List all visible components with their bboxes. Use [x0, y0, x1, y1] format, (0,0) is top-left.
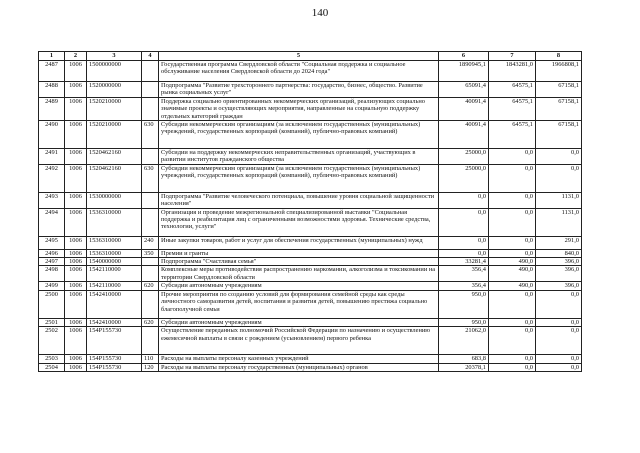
table-row [39, 266, 582, 282]
expense-type-code [142, 61, 159, 82]
expense-type-code [142, 208, 159, 236]
item-name: Подпрограмма "Развитие человеческого потенциала, повышение уровня социальной защищенности населения" [159, 192, 439, 208]
amount-col7: 0,0 [489, 236, 536, 249]
amount-col7: 490,0 [489, 266, 536, 282]
row-number: 2492 [39, 164, 65, 192]
target-code: 1536310000 [87, 249, 142, 257]
section-code: 1006 [65, 61, 87, 82]
table-row [39, 363, 582, 371]
column-header: 5 [159, 52, 439, 61]
table-body [39, 61, 582, 372]
item-name: Организация и проведение межрегиональной специализированной выставки "Социальная поддержка и реабилитация лиц с ограниченными возможностями здоровья. Технические средства, технологии, услуги" [159, 208, 439, 236]
row-number: 2493 [39, 192, 65, 208]
expense-type-code [142, 258, 159, 266]
row-number: 2490 [39, 121, 65, 149]
section-code: 1006 [65, 363, 87, 371]
target-code: 1542410000 [87, 318, 142, 326]
amount-col8: 67158,1 [536, 97, 582, 120]
amount-col7: 490,0 [489, 282, 536, 290]
table-row [39, 164, 582, 192]
amount-col7: 1843281,0 [489, 61, 536, 82]
amount-col6: 25000,0 [439, 164, 489, 192]
table-row [39, 192, 582, 208]
row-number: 2502 [39, 327, 65, 355]
table-row [39, 282, 582, 290]
expense-type-code: 630 [142, 164, 159, 192]
row-number: 2504 [39, 363, 65, 371]
row-number: 2494 [39, 208, 65, 236]
amount-col8: 1966808,1 [536, 61, 582, 82]
page-number: 140 [311, 7, 329, 19]
amount-col8: 0,0 [536, 290, 582, 318]
item-name: Подпрограмма "Счастливая семья" [159, 258, 439, 266]
section-code: 1006 [65, 97, 87, 120]
amount-col7: 64575,1 [489, 97, 536, 120]
row-number: 2495 [39, 236, 65, 249]
amount-col8: 0,0 [536, 355, 582, 363]
row-number: 2500 [39, 290, 65, 318]
amount-col6: 0,0 [439, 249, 489, 257]
expense-type-code [142, 192, 159, 208]
column-header: 7 [489, 52, 536, 61]
target-code: 1520462160 [87, 164, 142, 192]
target-code: 154P155730 [87, 327, 142, 355]
target-code: 1500000000 [87, 61, 142, 82]
amount-col8: 0,0 [536, 363, 582, 371]
amount-col6: 356,4 [439, 282, 489, 290]
row-number: 2487 [39, 61, 65, 82]
amount-col6: 25000,0 [439, 149, 489, 165]
row-number: 2501 [39, 318, 65, 326]
amount-col6: 356,4 [439, 266, 489, 282]
amount-col8: 840,0 [536, 249, 582, 257]
section-code: 1006 [65, 82, 87, 98]
target-code: 1520000000 [87, 82, 142, 98]
amount-col6: 1890945,1 [439, 61, 489, 82]
expense-type-code: 120 [142, 363, 159, 371]
expense-type-code: 110 [142, 355, 159, 363]
amount-col6: 0,0 [439, 236, 489, 249]
item-name: Поддержка социально ориентированных некоммерческих организаций, реализующих социально значимые проекты и осуществляющих мероприятия, направленные на социальную поддержку отдельных категорий граждан [159, 97, 439, 120]
amount-col6: 20378,1 [439, 363, 489, 371]
expense-type-code: 350 [142, 249, 159, 257]
item-name: Расходы на выплаты персоналу государственных (муниципальных) органов [159, 363, 439, 371]
amount-col7: 0,0 [489, 327, 536, 355]
column-header: 1 [39, 52, 65, 61]
item-name: Субсидии автономным учреждениям [159, 318, 439, 326]
table-row [39, 149, 582, 165]
header-row [39, 52, 582, 61]
column-header: 8 [536, 52, 582, 61]
amount-col8: 396,0 [536, 258, 582, 266]
target-code: 1536310000 [87, 236, 142, 249]
section-code: 1006 [65, 164, 87, 192]
amount-col7: 0,0 [489, 208, 536, 236]
item-name: Субсидии некоммерческим организациям (за исключением государственных (муниципальных) учреждений, государственных корпораций (компаний), публично-правовых компаний) [159, 121, 439, 149]
expense-type-code [142, 290, 159, 318]
amount-col6: 950,0 [439, 290, 489, 318]
section-code: 1006 [65, 121, 87, 149]
expense-type-code: 620 [142, 282, 159, 290]
target-code: 1542110000 [87, 282, 142, 290]
column-header: 4 [142, 52, 159, 61]
expense-type-code: 630 [142, 121, 159, 149]
table-row [39, 318, 582, 326]
section-code: 1006 [65, 258, 87, 266]
table-row [39, 236, 582, 249]
amount-col7: 490,0 [489, 258, 536, 266]
table-row [39, 249, 582, 257]
amount-col7: 0,0 [489, 318, 536, 326]
amount-col7: 0,0 [489, 355, 536, 363]
target-code: 1530000000 [87, 192, 142, 208]
target-code: 1520210000 [87, 121, 142, 149]
expense-type-code [142, 266, 159, 282]
expense-type-code [142, 149, 159, 165]
target-code: 1520210000 [87, 97, 142, 120]
budget-table [38, 51, 582, 372]
amount-col7: 0,0 [489, 290, 536, 318]
expense-type-code [142, 97, 159, 120]
amount-col8: 0,0 [536, 149, 582, 165]
item-name: Прочие мероприятия по созданию условий для формирования семейной среды как среды личностного саморазвития детей, воспитания и развития детей, повышению престижа социально благополучной семьи [159, 290, 439, 318]
item-name: Расходы на выплаты персоналу казенных учреждений [159, 355, 439, 363]
item-name: Подпрограмма "Развитие трехстороннего партнерства: государство, бизнес, общество. Развитие рынка социальных услуг" [159, 82, 439, 98]
item-name: Субсидии некоммерческим организациям (за исключением государственных (муниципальных) учреждений, государственных корпораций (компаний), публично-правовых компаний) [159, 164, 439, 192]
section-code: 1006 [65, 282, 87, 290]
item-name: Субсидии на поддержку некоммерческих неправительственных организаций, участвующих в развитии институтов гражданского общества [159, 149, 439, 165]
item-name: Субсидии автономным учреждениям [159, 282, 439, 290]
amount-col8: 67158,1 [536, 82, 582, 98]
amount-col6: 33281,4 [439, 258, 489, 266]
section-code: 1006 [65, 236, 87, 249]
row-number: 2496 [39, 249, 65, 257]
amount-col7: 0,0 [489, 249, 536, 257]
expense-type-code: 240 [142, 236, 159, 249]
expense-type-code [142, 327, 159, 355]
amount-col6: 40091,4 [439, 121, 489, 149]
amount-col8: 396,0 [536, 266, 582, 282]
amount-col7: 64575,1 [489, 121, 536, 149]
target-code: 1542410000 [87, 290, 142, 318]
row-number: 2489 [39, 97, 65, 120]
table-row [39, 121, 582, 149]
item-name: Иные закупки товаров, работ и услуг для обеспечения государственных (муниципальных) нужд [159, 236, 439, 249]
expense-type-code: 620 [142, 318, 159, 326]
target-code: 1542110000 [87, 266, 142, 282]
table-row [39, 355, 582, 363]
row-number: 2488 [39, 82, 65, 98]
amount-col7: 0,0 [489, 363, 536, 371]
section-code: 1006 [65, 327, 87, 355]
amount-col7: 0,0 [489, 192, 536, 208]
amount-col6: 40091,4 [439, 97, 489, 120]
target-code: 154P155730 [87, 363, 142, 371]
amount-col8: 67158,1 [536, 121, 582, 149]
table-row [39, 327, 582, 355]
amount-col6: 950,0 [439, 318, 489, 326]
amount-col7: 0,0 [489, 149, 536, 165]
table-row [39, 208, 582, 236]
amount-col8: 1131,0 [536, 208, 582, 236]
row-number: 2497 [39, 258, 65, 266]
target-code: 1536310000 [87, 208, 142, 236]
table-row [39, 82, 582, 98]
amount-col6: 65091,4 [439, 82, 489, 98]
item-name: Комплексные меры противодействия распространению наркомании, алкоголизма и токсикомании на территории Свердловской области [159, 266, 439, 282]
section-code: 1006 [65, 149, 87, 165]
target-code: 1520462160 [87, 149, 142, 165]
amount-col8: 1131,0 [536, 192, 582, 208]
amount-col6: 0,0 [439, 192, 489, 208]
amount-col6: 0,0 [439, 208, 489, 236]
expense-type-code [142, 82, 159, 98]
amount-col7: 64575,1 [489, 82, 536, 98]
column-header: 6 [439, 52, 489, 61]
row-number: 2499 [39, 282, 65, 290]
amount-col8: 0,0 [536, 327, 582, 355]
section-code: 1006 [65, 192, 87, 208]
item-name: Государственная программа Свердловской области "Социальная поддержка и социальное обслуживание населения Свердловской области до 2024 года" [159, 61, 439, 82]
target-code: 1540000000 [87, 258, 142, 266]
section-code: 1006 [65, 290, 87, 318]
row-number: 2503 [39, 355, 65, 363]
table-row [39, 258, 582, 266]
column-header: 2 [65, 52, 87, 61]
amount-col8: 396,0 [536, 282, 582, 290]
amount-col8: 291,0 [536, 236, 582, 249]
amount-col7: 0,0 [489, 164, 536, 192]
item-name: Осуществление переданных полномочий Российской Федерации по назначению и осуществлению ежемесячной выплаты в связи с рождением (усыновлением) первого ребенка [159, 327, 439, 355]
target-code: 154P155730 [87, 355, 142, 363]
row-number: 2491 [39, 149, 65, 165]
section-code: 1006 [65, 318, 87, 326]
section-code: 1006 [65, 355, 87, 363]
row-number: 2498 [39, 266, 65, 282]
amount-col8: 0,0 [536, 318, 582, 326]
amount-col6: 683,8 [439, 355, 489, 363]
item-name: Премии и гранты [159, 249, 439, 257]
column-header: 3 [87, 52, 142, 61]
section-code: 1006 [65, 266, 87, 282]
table-row [39, 97, 582, 120]
table-row [39, 290, 582, 318]
section-code: 1006 [65, 249, 87, 257]
table-row [39, 61, 582, 82]
amount-col6: 21062,0 [439, 327, 489, 355]
section-code: 1006 [65, 208, 87, 236]
amount-col8: 0,0 [536, 164, 582, 192]
